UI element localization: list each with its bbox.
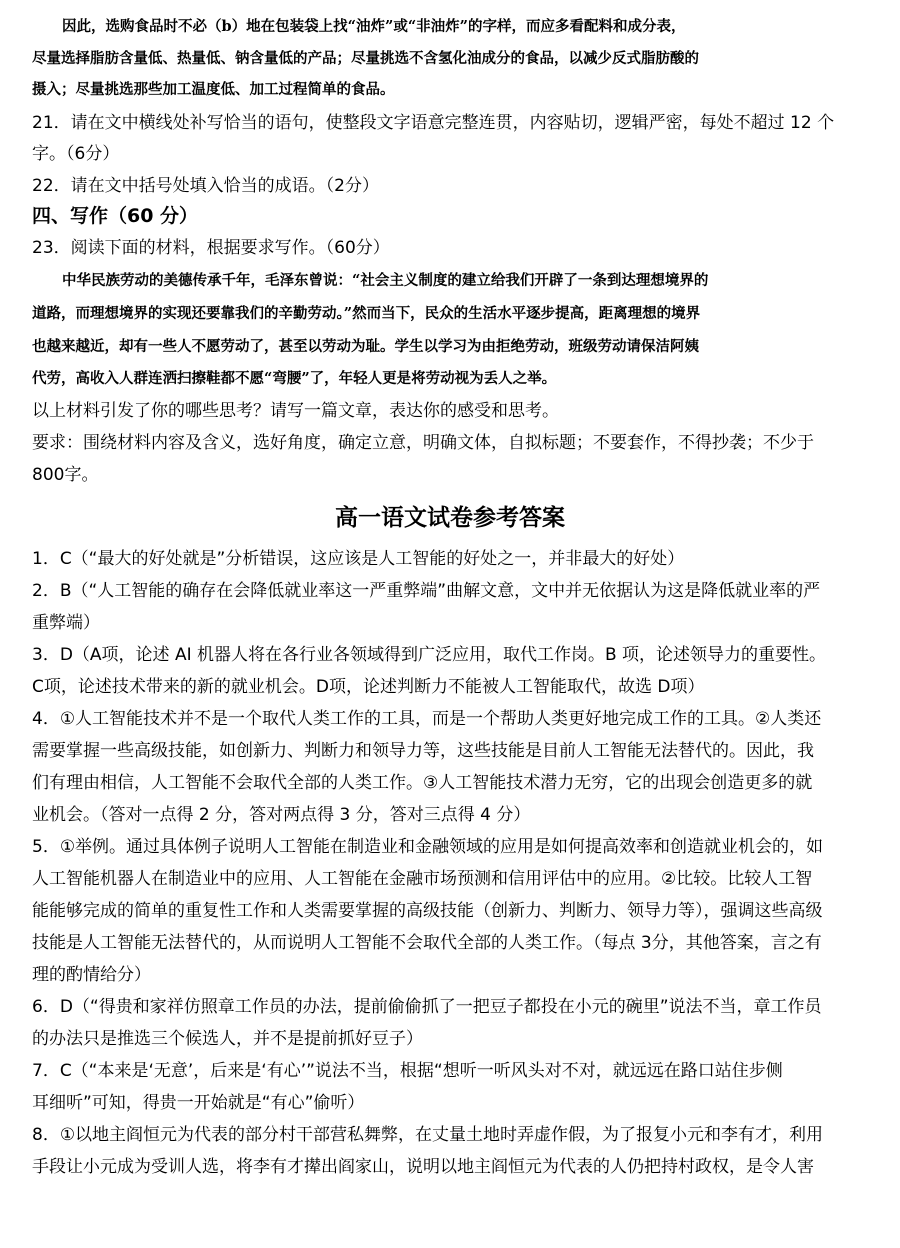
answer-line-12: 能能够完成的简单的重复性工作和人类需要掌握的高级技能（创新力、判断力、领导力等），强调这些高级 <box>32 901 823 921</box>
answer-line-8: 们有理由相信，人工智能不会取代全部的人类工作。③人工智能技术潜力无穷，它的出现会创造更多的就 <box>32 773 813 793</box>
question-23: 23．阅读下面的材料，根据要求写作。（60分） <box>32 238 390 258</box>
answer-line-1: 1．C（“最大的好处就是”分析错误，这应该是人工智能的好处之一，并非最大的好处） <box>32 549 685 569</box>
answer-line-11: 人工智能机器人在制造业中的应用、人工智能在金融市场预测和信用评估中的应用。②比较。比较人工智 <box>32 869 813 889</box>
answer-line-19: 8．①以地主阎恒元为代表的部分村干部营私舞弊，在丈量土地时弄虚作假，为了报复小元和李有才，利用 <box>32 1125 824 1145</box>
reading-line-3: 摄入；尽量挑选那些加工温度低、加工过程简单的食品。 <box>32 81 395 98</box>
answer-line-18: 耳细听”可知，得贵一开始就是“有心”偷听） <box>32 1093 365 1113</box>
answer-line-9: 业机会。（答对一点得 2 分，答对两点得 3 分，答对三点得 4 分） <box>32 805 531 825</box>
reading-line-2: 尽量选择脂肪含量低、热量低、钠含量低的产品；尽量挑选不含氢化油成分的食品，以减少反式脂肪酸的 <box>32 50 699 67</box>
answer-line-4: 3．D（A项，论述 AI 机器人将在各行业各领域得到广泛应用，取代工作岗。B 项，论述领导力的重要性。 <box>32 645 827 665</box>
answer-line-3: 重弊端） <box>32 613 100 633</box>
answer-line-10: 5．①举例。通过具体例子说明人工智能在制造业和金融领域的应用是如何提高效率和创造就业机会的，如 <box>32 837 824 857</box>
writing-requirements-line-1: 要求：围绕材料内容及含义，选好角度，确定立意，明确文体，自拟标题；不要套作，不得抄袭；不少于 <box>32 433 814 453</box>
question-22: 22．请在文中括号处填入恰当的成语。（2分） <box>32 176 379 196</box>
writing-prompt: 以上材料引发了你的哪些思考？请写一篇文章，表达你的感受和思考。 <box>32 401 559 421</box>
answer-line-14: 理的酌情给分） <box>32 965 151 985</box>
question-21-line-2: 字。（6分） <box>32 144 120 164</box>
question-21-line-1: 21．请在文中横线处补写恰当的语句，使整段文字语意完整连贯，内容贴切，逻辑严密，每处不超过 12 个 <box>32 113 835 133</box>
material-line-1: 中华民族劳动的美德传承千年，毛泽东曾说：“社会主义制度的建立给我们开辟了一条到达理想境界的 <box>62 272 709 289</box>
answer-line-6: 4．①人工智能技术并不是一个取代人类工作的工具，而是一个帮助人类更好地完成工作的工具。②人类还 <box>32 709 822 729</box>
material-line-2: 道路，而理想境界的实现还要靠我们的辛勤劳动。”然而当下，民众的生活水平逐步提高，距离理想的境界 <box>32 305 701 322</box>
answer-line-2: 2．B（“人工智能的确存在会降低就业率这一严重弊端”曲解文意，文中并无依据认为这是降低就业率的严 <box>32 581 821 601</box>
answer-line-5: C项，论述技术带来的新的就业机会。D项，论述判断力不能被人工智能取代，故选 D项） <box>32 677 705 697</box>
answer-line-13: 技能是人工智能无法替代的，从而说明人工智能不会取代全部的人类工作。（每点 3分，其他答案，言之有 <box>32 933 822 953</box>
answer-line-17: 7．C（“本来是‘无意’，后来是‘有心’”说法不当，根据“想听一听风头对不对，就远远在路口站住步侧 <box>32 1061 783 1081</box>
section-heading-writing: 四、写作（60 分） <box>32 205 199 227</box>
writing-requirements-line-2: 800字。 <box>32 465 99 485</box>
answer-line-7: 需要掌握一些高级技能，如创新力、判断力和领导力等，这些技能是目前人工智能无法替代的。因此，我 <box>32 741 814 761</box>
answer-line-20: 手段让小元成为受训人选，将李有才撵出阎家山，说明以地主阎恒元为代表的人仍把持村政权，是令人害 <box>32 1157 814 1177</box>
material-line-3: 也越来越近，却有一些人不愿劳动了，甚至以劳动为耻。学生以学习为由拒绝劳动，班级劳动请保洁阿姨 <box>32 338 699 355</box>
answer-line-15: 6．D（“得贵和家祥仿照章工作员的办法，提前偷偷抓了一把豆子都投在小元的碗里”说法不当，章工作员 <box>32 997 822 1017</box>
answer-line-16: 的办法只是推选三个候选人，并不是提前抓好豆子） <box>32 1029 423 1049</box>
answer-key-title: 高一语文试卷参考答案 <box>335 504 565 531</box>
material-line-4: 代劳，高收入人群连洒扫擦鞋都不愿“弯腰”了，年轻人更是将劳动视为丢人之举。 <box>32 370 557 387</box>
reading-line-1: 因此，选购食品时不必（b）地在包装袋上找“油炸”或“非油炸”的字样，而应多看配料和成分表， <box>62 18 686 35</box>
